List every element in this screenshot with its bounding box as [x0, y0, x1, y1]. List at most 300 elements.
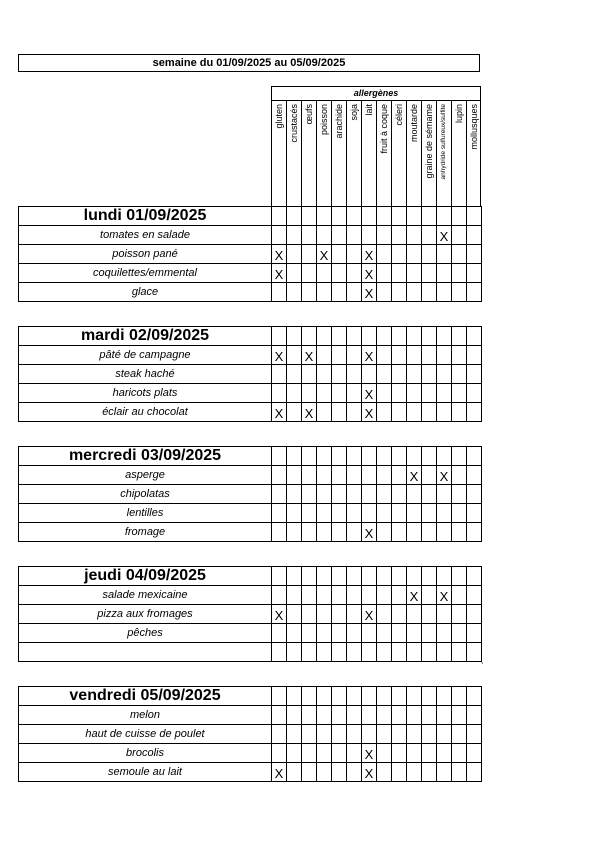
allergen-cell [302, 485, 317, 504]
allergen-cell [317, 643, 332, 662]
allergen-cell [272, 744, 287, 763]
allergen-cell [452, 466, 467, 485]
allergen-cell [347, 523, 362, 542]
allergen-cell [422, 264, 437, 283]
allergen-cell [302, 725, 317, 744]
allergen-cell: X [272, 264, 287, 283]
allergen-cell [272, 466, 287, 485]
allergen-cell [362, 567, 377, 586]
allergen-cell [407, 384, 422, 403]
allergen-cell [287, 624, 302, 643]
allergen-cell [422, 327, 437, 346]
allergen-cell [302, 466, 317, 485]
allergen-label: poisson [319, 104, 329, 136]
allergen-cell [302, 624, 317, 643]
allergen-cell [452, 763, 467, 782]
allergen-cell [437, 264, 452, 283]
allergen-column [361, 100, 376, 207]
allergen-cell [392, 485, 407, 504]
allergen-cell [302, 327, 317, 346]
allergen-cell [422, 245, 437, 264]
allergen-cell [377, 226, 392, 245]
allergen-cell [407, 283, 422, 302]
allergen-cell [332, 504, 347, 523]
allergen-cell [467, 264, 482, 283]
allergen-cell [377, 245, 392, 264]
allergen-cell [407, 226, 422, 245]
allergen-cell [377, 763, 392, 782]
allergen-cell [317, 384, 332, 403]
allergen-cell [392, 403, 407, 422]
allergen-cell [347, 283, 362, 302]
dish-row [19, 744, 482, 763]
allergen-cell [362, 466, 377, 485]
week-title: semaine du 01/09/2025 au 05/09/2025 [18, 54, 480, 72]
allergen-cell [362, 226, 377, 245]
allergen-cell [377, 485, 392, 504]
allergen-cell [317, 447, 332, 466]
allergen-cell [287, 523, 302, 542]
allergen-cell [287, 245, 302, 264]
allergen-cell [317, 504, 332, 523]
allergen-cell [407, 624, 422, 643]
allergen-cell [347, 245, 362, 264]
allergen-cell [392, 605, 407, 624]
allergen-cell [332, 687, 347, 706]
allergen-cell [437, 763, 452, 782]
allergen-cell [302, 365, 317, 384]
allergen-cell [272, 283, 287, 302]
allergen-label: crustacés [289, 104, 299, 143]
allergen-cell [287, 327, 302, 346]
allergen-cell [437, 605, 452, 624]
allergen-cell [452, 706, 467, 725]
allergen-cell [347, 207, 362, 226]
allergen-cell [302, 504, 317, 523]
allergen-cell [302, 283, 317, 302]
allergen-cell [437, 504, 452, 523]
allergen-cell [302, 447, 317, 466]
dish-row [19, 346, 482, 365]
allergen-cell [332, 744, 347, 763]
allergen-cell [377, 643, 392, 662]
day-block [18, 446, 480, 542]
allergen-cell [377, 504, 392, 523]
allergen-cell [287, 384, 302, 403]
allergen-cell [467, 687, 482, 706]
allergen-cell [377, 466, 392, 485]
allergen-cell [467, 346, 482, 365]
allergen-cell [422, 485, 437, 504]
allergen-cell [437, 744, 452, 763]
allergen-cell [287, 346, 302, 365]
allergen-cell [377, 447, 392, 466]
allergen-cell [377, 687, 392, 706]
allergen-cell [377, 725, 392, 744]
dish-name: pêches [19, 624, 272, 643]
allergen-cell [287, 447, 302, 466]
allergen-cell [422, 365, 437, 384]
allergen-cell [377, 586, 392, 605]
allergen-cell [407, 744, 422, 763]
allergen-cell [422, 403, 437, 422]
allergen-cell [467, 327, 482, 346]
day-table [18, 566, 482, 662]
allergen-cell [437, 687, 452, 706]
allergen-cell [332, 523, 347, 542]
allergen-cell [362, 504, 377, 523]
allergen-label: céleri [394, 104, 404, 126]
dish-name: coquilettes/emmental [19, 264, 272, 283]
allergen-cell: X [362, 264, 377, 283]
allergen-cell [452, 504, 467, 523]
dish-row [19, 605, 482, 624]
allergen-cell [287, 485, 302, 504]
allergen-cell [302, 226, 317, 245]
dish-row [19, 264, 482, 283]
allergen-cell [437, 384, 452, 403]
allergen-column [301, 100, 316, 207]
allergen-cell [362, 706, 377, 725]
day-title: mercredi 03/09/2025 [19, 447, 272, 466]
allergen-cell [362, 643, 377, 662]
allergen-cell [467, 384, 482, 403]
allergen-cell [392, 384, 407, 403]
allergen-cell [452, 365, 467, 384]
dish-name: tomates en salade [19, 226, 272, 245]
allergen-cell [272, 447, 287, 466]
allergen-cell [347, 447, 362, 466]
allergen-cell [332, 725, 347, 744]
allergen-cell [422, 207, 437, 226]
allergen-cell [302, 763, 317, 782]
allergen-label: soja [349, 104, 359, 121]
allergen-cell [287, 725, 302, 744]
allergen-cell [467, 725, 482, 744]
allergen-cell [422, 567, 437, 586]
day-block [18, 566, 480, 662]
allergen-cell [272, 624, 287, 643]
allergen-cell [452, 447, 467, 466]
allergen-cell [362, 586, 377, 605]
allergen-cell: X [272, 763, 287, 782]
allergen-cell: X [272, 403, 287, 422]
day-title: vendredi 05/09/2025 [19, 687, 272, 706]
allergen-cell [467, 447, 482, 466]
allergen-cell [287, 744, 302, 763]
allergen-cell [407, 523, 422, 542]
allergen-cell [377, 523, 392, 542]
allergen-cell [467, 643, 482, 662]
allergen-cell [437, 365, 452, 384]
allergen-cell [437, 485, 452, 504]
allergen-cell [437, 523, 452, 542]
allergen-column [436, 100, 451, 207]
dish-row [19, 763, 482, 782]
dish-name: salade mexicaine [19, 586, 272, 605]
allergen-cell: X [272, 605, 287, 624]
allergen-cell [422, 586, 437, 605]
allergen-cell [377, 264, 392, 283]
allergen-cell [452, 264, 467, 283]
day-header-row [19, 567, 482, 586]
day-header-row [19, 447, 482, 466]
allergen-cell [452, 586, 467, 605]
allergen-cell [392, 567, 407, 586]
dish-name: chipolatas [19, 485, 272, 504]
allergen-cell [362, 485, 377, 504]
allergen-cell [452, 605, 467, 624]
dish-row [19, 283, 482, 302]
allergen-cell [287, 706, 302, 725]
allergen-cell [467, 485, 482, 504]
allergen-cell [332, 264, 347, 283]
allergen-column [421, 100, 436, 207]
allergen-cell [347, 763, 362, 782]
allergen-cell [392, 283, 407, 302]
allergen-cell [452, 744, 467, 763]
dish-row [19, 504, 482, 523]
allergen-column [466, 100, 481, 207]
allergen-cell [272, 327, 287, 346]
allergen-cell [347, 586, 362, 605]
allergen-cell [422, 523, 437, 542]
allergen-cell [332, 466, 347, 485]
allergen-cell: X [362, 744, 377, 763]
allergen-cell: X [437, 466, 452, 485]
dish-row [19, 384, 482, 403]
allergen-cell [377, 327, 392, 346]
allergen-cell: X [317, 245, 332, 264]
allergen-cell [407, 725, 422, 744]
allergen-cell [302, 586, 317, 605]
allergen-cell [467, 226, 482, 245]
allergen-cell [407, 207, 422, 226]
allergen-cell [302, 264, 317, 283]
allergen-column [391, 100, 406, 207]
allergen-cell [422, 605, 437, 624]
allergen-cell [362, 447, 377, 466]
allergen-cell [392, 245, 407, 264]
allergen-cell [392, 725, 407, 744]
allergen-cell [452, 346, 467, 365]
dish-name: glace [19, 283, 272, 302]
allergen-cell [437, 706, 452, 725]
allergen-cell [317, 264, 332, 283]
allergen-cell [287, 504, 302, 523]
dish-row [19, 706, 482, 725]
allergen-cell [452, 485, 467, 504]
allergen-cell: X [272, 346, 287, 365]
allergen-cell [302, 643, 317, 662]
allergen-columns [271, 100, 481, 207]
allergen-cell [407, 346, 422, 365]
allergen-cell [317, 365, 332, 384]
allergen-cell [287, 466, 302, 485]
allergen-cell: X [362, 346, 377, 365]
allergen-label: œufs [304, 104, 314, 125]
allergen-cell [422, 447, 437, 466]
allergen-cell: X [407, 586, 422, 605]
day-header-row [19, 327, 482, 346]
allergen-cell [422, 763, 437, 782]
allergen-cell [437, 245, 452, 264]
allergen-label: lupin [454, 104, 464, 124]
allergen-cell: X [272, 245, 287, 264]
dish-row [19, 226, 482, 245]
allergen-cell [317, 523, 332, 542]
allergen-label: arachide [334, 104, 344, 139]
allergen-cell [362, 365, 377, 384]
allergen-cell [407, 365, 422, 384]
allergen-cell [332, 605, 347, 624]
allergen-cell [272, 365, 287, 384]
allergen-cell [452, 226, 467, 245]
allergen-cell [437, 403, 452, 422]
dish-row [19, 485, 482, 504]
day-table [18, 686, 482, 782]
allergen-cell [332, 403, 347, 422]
allergen-header-title: allergènes [271, 86, 481, 101]
allergen-cell [347, 643, 362, 662]
allergen-column [406, 100, 421, 207]
dish-row [19, 245, 482, 264]
dish-name [19, 643, 272, 662]
allergen-cell [287, 207, 302, 226]
allergen-label: mollusques [468, 104, 479, 150]
dish-name: pizza aux fromages [19, 605, 272, 624]
allergen-label: gluten [274, 104, 284, 129]
allergen-cell [377, 403, 392, 422]
allergen-cell [347, 485, 362, 504]
allergen-cell [467, 763, 482, 782]
allergen-cell [272, 725, 287, 744]
day-block [18, 686, 480, 782]
allergen-column [346, 100, 361, 207]
allergen-cell [452, 523, 467, 542]
allergen-cell [452, 687, 467, 706]
allergen-cell [332, 283, 347, 302]
allergen-cell [467, 624, 482, 643]
allergen-cell [377, 365, 392, 384]
allergen-cell [347, 466, 362, 485]
allergen-cell [347, 744, 362, 763]
allergen-cell [407, 643, 422, 662]
allergen-cell [392, 264, 407, 283]
allergen-cell [317, 207, 332, 226]
allergen-cell [272, 586, 287, 605]
allergen-cell [467, 605, 482, 624]
allergen-cell: X [362, 283, 377, 302]
allergen-cell [302, 605, 317, 624]
allergen-cell [317, 586, 332, 605]
allergen-column [286, 100, 301, 207]
allergen-cell [332, 485, 347, 504]
allergen-cell [287, 264, 302, 283]
dish-row [19, 586, 482, 605]
day-title: jeudi 04/09/2025 [19, 567, 272, 586]
allergen-cell [377, 283, 392, 302]
allergen-cell [407, 504, 422, 523]
allergen-cell [392, 207, 407, 226]
allergen-cell [347, 365, 362, 384]
allergen-cell [272, 504, 287, 523]
allergen-cell [467, 365, 482, 384]
allergen-cell [392, 346, 407, 365]
dish-name: melon [19, 706, 272, 725]
allergen-cell [317, 706, 332, 725]
allergen-cell [392, 365, 407, 384]
allergen-cell [317, 466, 332, 485]
allergen-cell [392, 226, 407, 245]
allergen-cell [452, 403, 467, 422]
allergen-cell [317, 283, 332, 302]
allergen-column [331, 100, 346, 207]
allergen-cell [392, 706, 407, 725]
allergen-cell [422, 643, 437, 662]
allergen-cell [317, 327, 332, 346]
allergen-cell [407, 605, 422, 624]
allergen-cell [287, 283, 302, 302]
allergen-cell [377, 207, 392, 226]
allergen-cell [422, 687, 437, 706]
allergen-cell [437, 643, 452, 662]
dish-row [19, 624, 482, 643]
allergen-cell [362, 327, 377, 346]
allergen-cell [407, 763, 422, 782]
allergen-cell [332, 365, 347, 384]
allergen-cell [467, 523, 482, 542]
allergen-cell [302, 687, 317, 706]
allergen-cell [467, 283, 482, 302]
day-block [18, 206, 480, 302]
allergen-cell [437, 567, 452, 586]
allergen-cell [467, 504, 482, 523]
allergen-cell [407, 327, 422, 346]
allergen-column [376, 100, 391, 207]
allergen-cell [392, 504, 407, 523]
allergen-cell [317, 403, 332, 422]
allergen-cell: X [362, 605, 377, 624]
allergen-cell [467, 466, 482, 485]
day-block [18, 326, 480, 422]
allergen-cell [422, 725, 437, 744]
allergen-cell [347, 346, 362, 365]
allergen-cell [392, 523, 407, 542]
allergen-cell [317, 605, 332, 624]
allergen-cell [347, 384, 362, 403]
allergen-cell [407, 264, 422, 283]
allergen-column [316, 100, 331, 207]
allergen-cell [302, 567, 317, 586]
allergen-cell [302, 245, 317, 264]
allergen-cell [272, 226, 287, 245]
allergen-cell [407, 447, 422, 466]
allergen-cell: X [362, 384, 377, 403]
allergen-cell [332, 384, 347, 403]
allergen-cell: X [437, 586, 452, 605]
allergen-cell: X [362, 763, 377, 782]
dish-name: pâté de campagne [19, 346, 272, 365]
allergen-cell [422, 466, 437, 485]
allergen-cell [347, 403, 362, 422]
allergen-cell [422, 744, 437, 763]
allergen-cell [452, 327, 467, 346]
allergen-cell [347, 624, 362, 643]
dish-name: brocolis [19, 744, 272, 763]
allergen-cell [377, 605, 392, 624]
allergen-cell [317, 567, 332, 586]
